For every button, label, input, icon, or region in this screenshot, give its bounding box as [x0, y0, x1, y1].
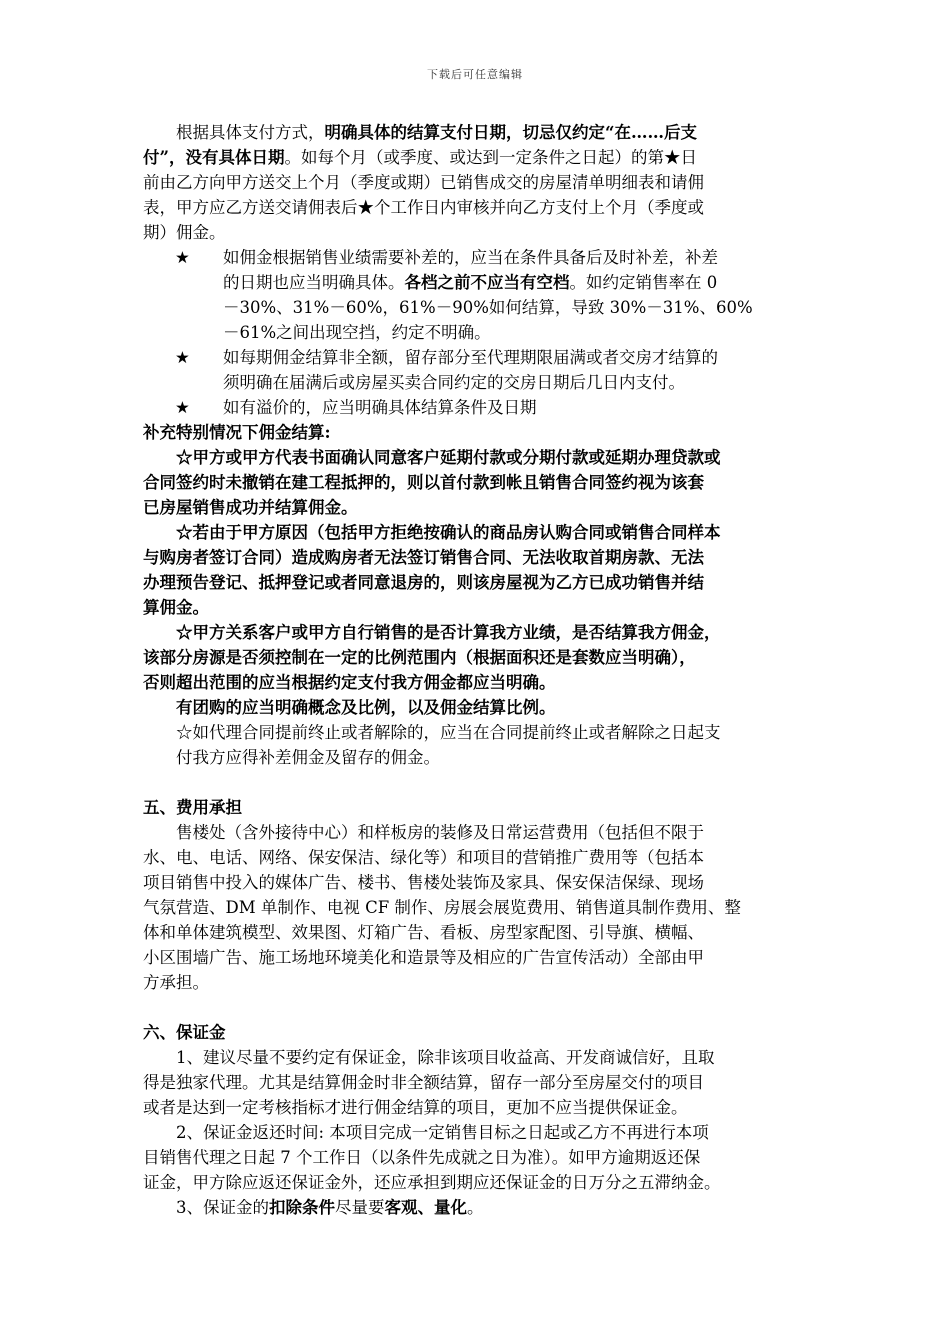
text-line: 得是独家代理。尤其是结算佣金时非全额结算，留存一部分至房屋交付的项目 [143, 1073, 704, 1092]
supplement-title: 补充特别情况下佣金结算: [143, 423, 331, 442]
section-deposit: 六、保证金 1、建议尽量不要约定有保证金，除非该项目收益高、开发商诚信好，且取 得是独家代理。尤其是结算佣金时非全额结算，留存一部分至房屋交付的项目 或者是达到一定考核指标才进行佣金结算的项目，更加不应当提供保证金。 2、保证金返还时间: 本项目完成一定销售目标之日起或乙方不再进行本项 目销售代理之日起 7 个工作日（以条件先成就之日为准）。如甲方逾期返还保 证金，甲方除应返还保证金外，还应承担到期应还保证金的日万分之五滞纳金。 3、保证金的扣除条件尽量要客观、量化。 [143, 1020, 811, 1220]
bold-text: 明确具体的结算支付日期，切忌仅约定“在……后支 [324, 123, 697, 142]
text-line: 已房屋销售成功并结算佣金。 [143, 498, 358, 517]
text-line: 体和单体建筑模型、效果图、灯箱广告、看板、房型家配图、引导旗、横幅、 [143, 923, 704, 942]
text-line: 项目销售中投入的媒体广告、楼书、售楼处装饰及家具、保安保洁保绿、现场 [143, 873, 704, 892]
bold-text: 扣除条件 [269, 1198, 335, 1217]
bold-text: 客观、量化 [384, 1198, 467, 1217]
document-body [143, 120, 811, 1220]
text-line: 算佣金。 [143, 598, 209, 617]
bullet-list: ★ 如佣金根据销售业绩需要补差的，应当在条件具备后及时补差，补差 的日期也应当明确具体。各档之前不应当有空档。如约定销售率在 0 －30%、31%－60%，61%－90%如何结算，导致 30%－31%、60% －61%之间出现空挡，约定不明确。 ★ 如每期佣金结算非全额，留存部分至代理期限届满或者交房才结算的 须明确在届满后或房屋买卖合同约定的交房日期后几日内支付。 ★ 如有溢价的，应当明确具体结算条件及日期 [143, 245, 811, 420]
star-bullet-icon: ★ [175, 348, 190, 367]
text-line: ☆甲方或甲方代表书面确认同意客户延期付款或分期付款或延期办理贷款或 [176, 448, 721, 467]
star-bullet-icon: ★ [175, 398, 190, 417]
text-line: 该部分房源是否须控制在一定的比例范围内（根据面积还是套数应当明确）， [143, 648, 696, 667]
text-line: 否则超出范围的应当根据约定支付我方佣金都应当明确。 [143, 673, 556, 692]
text-line: 办理预告登记、抵押登记或者同意退房的，则该房屋视为乙方已成功销售并结 [143, 573, 704, 592]
text-line: 与购房者签订合同）造成购房者无法签订销售合同、无法收取首期房款、无法 [143, 548, 704, 567]
text: 根据具体支付方式， [176, 123, 325, 142]
section-expenses [143, 795, 811, 995]
text-line: 前由乙方向甲方送交上个月（季度或期）已销售成交的房屋清单明细表和请佣 [143, 173, 704, 192]
paragraph-payment-date [143, 120, 811, 245]
text-line: 小区围墙广告、施工场地环境美化和造景等及相应的广告宣传活动）全部由甲 [143, 948, 704, 967]
bold-text: 付”，没有具体日期 [143, 148, 285, 167]
text-line: 须明确在届满后或房屋买卖合同约定的交房日期后几日内支付。 [223, 373, 685, 392]
star-bullet-icon: ★ [175, 248, 190, 267]
text-line: 表，甲方应乙方送交请佣表后★个工作日内审核并向乙方支付上个月（季度或 [143, 198, 704, 217]
text-line: 2、保证金返还时间: 本项目完成一定销售目标之日起或乙方不再进行本项 [176, 1123, 709, 1142]
text-line: 合同签约时未撤销在建工程抵押的，则以首付款到帐且销售合同签约视为该套 [143, 473, 704, 492]
text-line: 售楼处（含外接待中心）和样板房的装修及日常运营费用（包括但不限于 [176, 823, 704, 842]
text-line: ☆如代理合同提前终止或者解除的，应当在合同提前终止或者解除之日起支 [176, 723, 721, 742]
text-line: 1、建议尽量不要约定有保证金，除非该项目收益高、开发商诚信好，且取 [176, 1048, 715, 1067]
text-line: 期）佣金。 [143, 223, 226, 242]
text: 。如每个月（或季度、或达到一定条件之日起）的第★日 [284, 148, 697, 167]
text-line: ☆甲方关系客户或甲方自行销售的是否计算我方业绩，是否结算我方佣金， [176, 623, 721, 642]
bullet-item: ★ 如佣金根据销售业绩需要补差的，应当在条件具备后及时补差，补差 [143, 245, 811, 270]
text-line: 证金，甲方除应返还保证金外，还应承担到期应还保证金的日万分之五滞纳金。 [143, 1173, 721, 1192]
section-title: 六、保证金 [143, 1023, 226, 1042]
text-line: 或者是达到一定考核指标才进行佣金结算的项目，更加不应当提供保证金。 [143, 1098, 688, 1117]
bullet-item: ★ 如有溢价的，应当明确具体结算条件及日期 [143, 395, 811, 420]
text-line: －61%之间出现空挡，约定不明确。 [223, 323, 491, 342]
bullet-item: ★ 如每期佣金结算非全额，留存部分至代理期限届满或者交房才结算的 [143, 345, 811, 370]
text-line: 方承担。 [143, 973, 209, 992]
text-line: 付我方应得补差佣金及留存的佣金。 [176, 748, 440, 767]
section-title: 五、费用承担 [143, 798, 242, 817]
text-line: 目销售代理之日起 7 个工作日（以条件先成就之日为准）。如甲方逾期返还保 [143, 1148, 701, 1167]
bold-text: 各档之前不应当有空档 [404, 273, 570, 292]
page-header: 下载后可任意编辑 [427, 68, 523, 81]
text-line: 有团购的应当明确概念及比例，以及佣金结算比例。 [176, 698, 556, 717]
text-line: 水、电、电话、网络、保安保洁、绿化等）和项目的营销推广费用等（包括本 [143, 848, 704, 867]
supplement-section [143, 420, 811, 770]
text-line: －30%、31%－60%，61%－90%如何结算，导致 30%－31%、60% [223, 298, 753, 317]
text-line: ☆若由于甲方原因（包括甲方拒绝按确认的商品房认购合同或销售合同样本 [176, 523, 721, 542]
text-line: 气氛营造、DM 单制作、电视 CF 制作、房展会展览费用、销售道具制作费用、整 [143, 898, 741, 917]
